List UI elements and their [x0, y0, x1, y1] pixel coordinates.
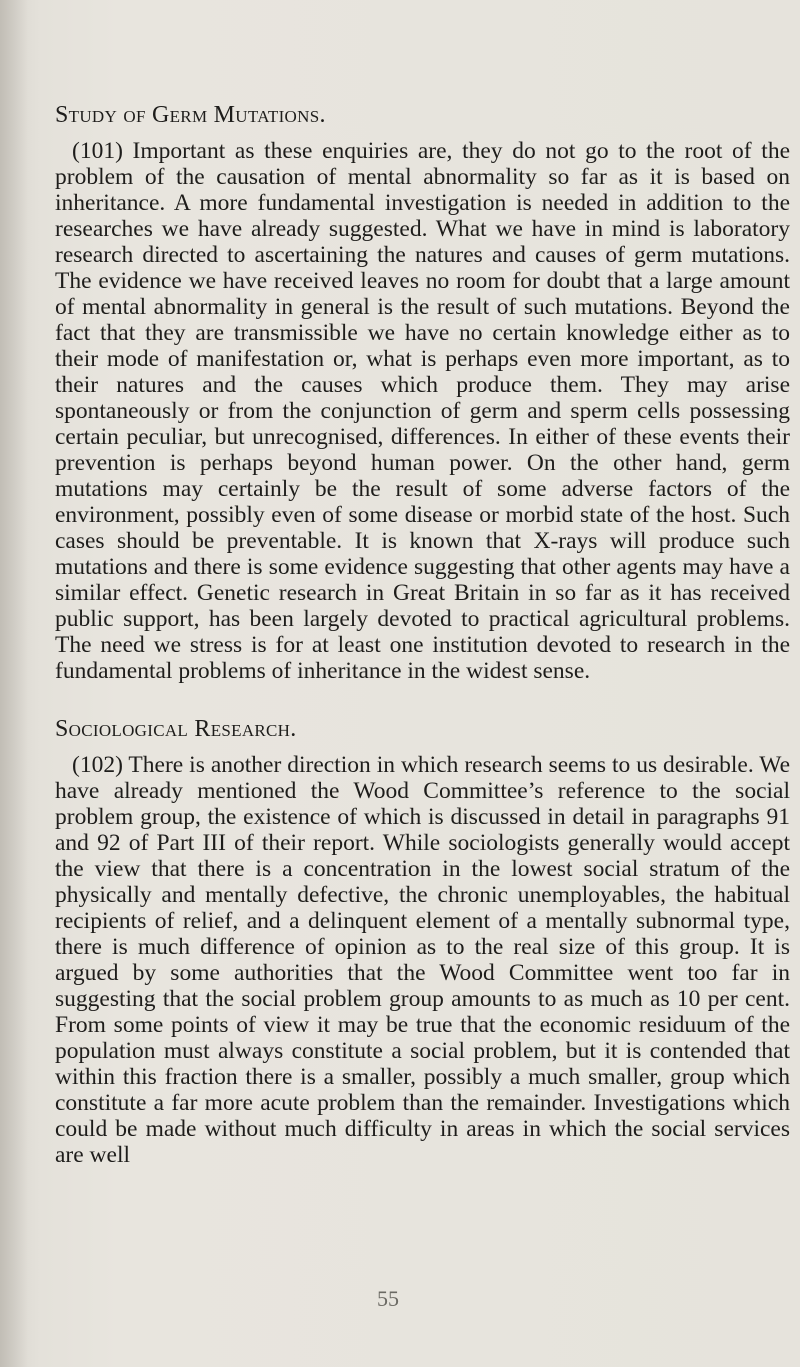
section-heading-germ-mutations: Study of Germ Mutations.: [55, 102, 326, 128]
paragraph-102: (102) There is another direction in which research seems to us desirable. We have already mentioned the Wood Committee’s reference to the social problem group, the existence of which is discussed in detail in paragraphs 91 and 92 of Part III of their report. While sociologists generally would accept the view that there is a concentration in the lowest social stratum of the physically and mentally defective, the chronic unemployables, the habitual recipients of relief, and a delinquent element of a mentally subnormal type, there is much difference of opinion as to the real size of this group. It is argued by some authorities that the Wood Committee went too far in suggesting that the social problem group amounts to as much as 10 per cent. From some points of view it may be true that the economic residuum of the population must always constitute a social problem, but it is contended that within this fraction there is a smaller, possibly a much smaller, group which constitute a far more acute problem than the remainder. Investigations which could be made without much difficulty in areas in which the social services are well: [55, 752, 790, 1168]
page-number: 55: [377, 1286, 399, 1311]
page-content: [55, 100, 790, 1168]
paragraph-101: (101) Important as these enquiries are, they do not go to the root of the problem of the causation of mental abnormality so far as it is based on inheritance. A more fundamental investigation is needed in addition to the researches we have already suggested. What we have in mind is laboratory research directed to ascertaining the natures and causes of germ mutations. The evidence we have received leaves no room for doubt that a large amount of mental abnormality in general is the result of such mutations. Beyond the fact that they are transmissible we have no certain knowledge either as to their mode of manifestation or, what is perhaps even more important, as to their natures and the causes which produce them. They may arise spontaneously or from the conjunction of germ and sperm cells possessing certain peculiar, but unrecognised, differences. In either of these events their prevention is perhaps beyond human power. On the other hand, germ mutations may certainly be the result of some adverse factors of the environment, possibly even of some disease or morbid state of the host. Such cases should be preventable. It is known that X-rays will produce such mutations and there is some evidence suggesting that other agents may have a similar effect. Genetic research in Great Britain in so far as it has received public support, has been largely devoted to practical agricultural problems. The need we stress is for at least one institution devoted to research in the fundamental problems of inheritance in the widest sense.: [55, 138, 790, 684]
binding-shadow: [0, 0, 28, 1367]
section-heading-sociological-research: Sociological Research.: [55, 716, 297, 742]
